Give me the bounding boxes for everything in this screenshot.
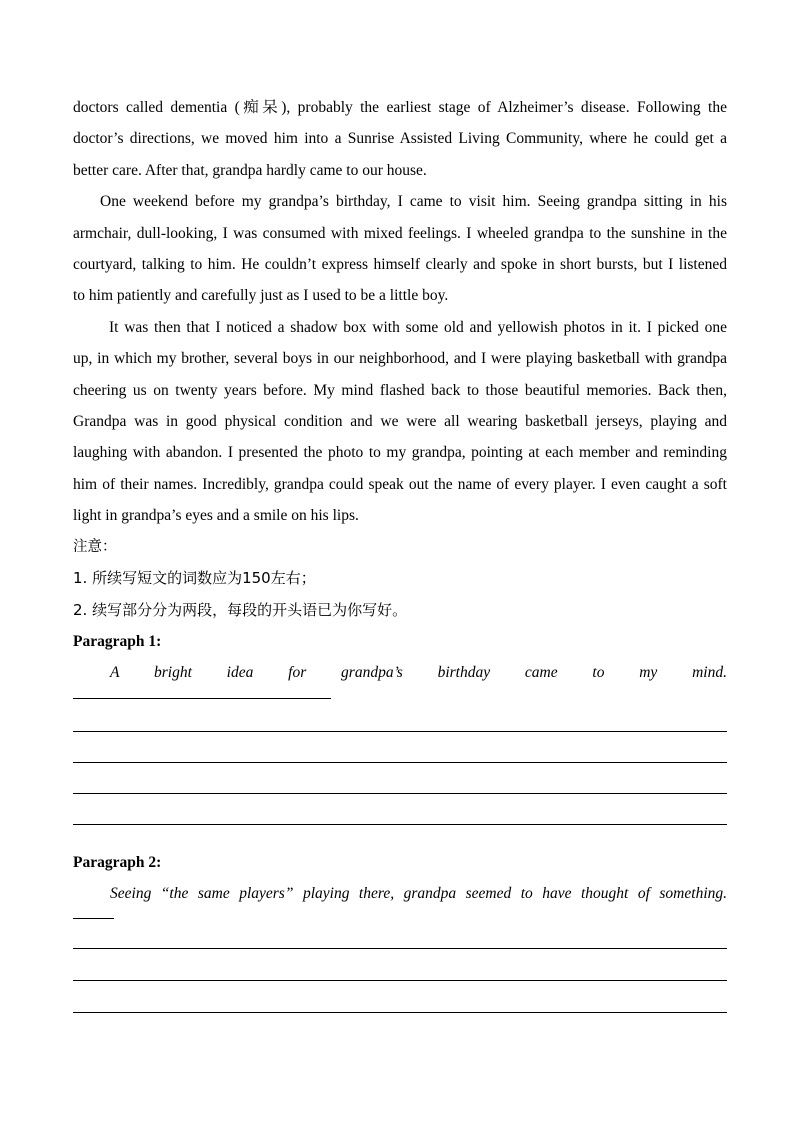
notes-item-1: 1. 所续写短文的词数应为150左右；: [73, 569, 316, 588]
text-line: laughing with abandon. I presented the photo to my grandpa, pointing at each member and reminding: [73, 444, 727, 462]
text-line: One weekend before my grandpa’s birthday, I came to visit him. Seeing grandpa sitting in his: [100, 193, 727, 211]
text-line: up, in which my brother, several boys in our neighborhood, and I were playing basketball with grandpa: [73, 350, 727, 368]
text-line: light in grandpa’s eyes and a smile on his lips.: [73, 507, 359, 525]
text-line: doctor’s directions, we moved him into a Sunrise Assisted Living Community, where he could get a: [73, 130, 727, 148]
paragraph-2-heading: Paragraph 2:: [73, 853, 162, 871]
notes-section: [73, 532, 727, 626]
answer-line[interactable]: [73, 918, 114, 919]
paragraph-1-heading: Paragraph 1:: [73, 632, 162, 650]
text-line: Grandpa was in good physical condition and we were all wearing basketball jerseys, playing and: [73, 413, 727, 431]
text-line: armchair, dull-looking, I was consumed with mixed feelings. I wheeled grandpa to the sunshine in the: [73, 224, 727, 242]
paragraph-2-section: [73, 847, 727, 1035]
paragraph-1-opening: A bright idea for grandpa’s birthday came to my mind.: [110, 664, 727, 682]
passage-paragraph-3: [73, 312, 727, 532]
answer-line[interactable]: [73, 762, 727, 763]
text-line: cheering us on twenty years before. My mind flashed back to those beautiful memories. Back then,: [73, 381, 727, 399]
answer-line[interactable]: [73, 980, 727, 981]
answer-line[interactable]: [73, 824, 727, 825]
answer-line[interactable]: [73, 793, 727, 794]
paragraph-1-section: [73, 626, 727, 845]
answer-line[interactable]: [73, 948, 727, 949]
notes-title: 注意：: [73, 538, 117, 555]
paragraph-2-opening: Seeing “the same players” playing there, grandpa seemed to have thought of something.: [110, 885, 727, 903]
answer-line[interactable]: [73, 1012, 727, 1013]
text-line: It was then that I noticed a shadow box with some old and yellowish photos in it. I picked one: [109, 318, 727, 336]
document-page: [73, 92, 727, 1035]
text-line: to him patiently and carefully just as I used to be a little boy.: [73, 287, 449, 305]
text-line: him of their names. Incredibly, grandpa could speak out the name of every player. I even caught a soft: [73, 475, 727, 493]
answer-line[interactable]: [73, 731, 727, 732]
answer-line[interactable]: [73, 698, 331, 699]
text-line: better care. After that, grandpa hardly came to our house.: [73, 161, 427, 179]
passage-paragraph-1: [73, 92, 727, 186]
text-line: courtyard, talking to him. He couldn’t express himself clearly and spoke in short bursts, but I listened: [73, 256, 727, 274]
notes-item-2: 2. 续写部分分为两段，每段的开头语已为你写好。: [73, 600, 408, 619]
text-line: doctors called dementia (痴呆), probably the earliest stage of Alzheimer’s disease. Following the: [73, 99, 727, 116]
passage-paragraph-2: [73, 186, 727, 312]
